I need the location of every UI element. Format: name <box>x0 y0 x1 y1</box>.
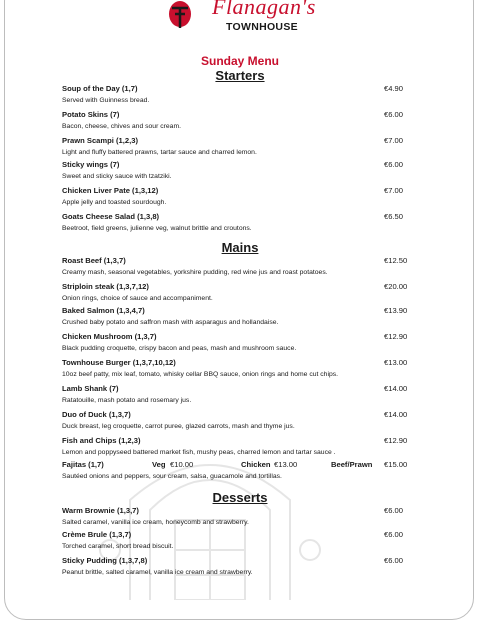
item-name: Striploin steak (1,3,7,12) <box>62 282 149 291</box>
item-price: €7.00 <box>384 136 404 145</box>
starters-heading: Starters <box>215 68 265 83</box>
item-price: €4.90 <box>384 84 404 93</box>
menu-item <box>62 212 412 234</box>
menu-item <box>62 282 412 304</box>
item-price: €12.90 <box>384 332 408 341</box>
item-description: Creamy mash, seasonal vegetables, yorkshire pudding, red wine jus and roast potatoes. <box>62 269 328 276</box>
item-description: Crushed baby potato and saffron mash with asparagus and hollandaise. <box>62 319 279 326</box>
logo <box>164 0 344 38</box>
item-description: Light and fluffy battered prawns, tartar sauce and charred lemon. <box>62 149 257 156</box>
item-description: Beetroot, field greens, julienne veg, walnut brittle and croutons. <box>62 225 252 232</box>
item-name: Warm Brownie (1,3,7) <box>62 506 139 515</box>
item-price: €6.00 <box>384 530 404 539</box>
logo-script-text: Flanagan's <box>212 0 316 19</box>
item-name: Fish and Chips (1,2,3) <box>62 436 141 445</box>
menu-item <box>62 384 412 406</box>
menu-item <box>62 530 412 552</box>
item-name: Lamb Shank (7) <box>62 384 119 393</box>
item-price: €14.00 <box>384 384 408 393</box>
fajitas-beef-label: Beef/Prawn <box>331 460 373 469</box>
item-name: Crème Brule (1,3,7) <box>62 530 132 539</box>
item-description: Onion rings, choice of sauce and accompaniment. <box>62 295 213 302</box>
fajitas-chicken-label: Chicken <box>241 460 271 469</box>
item-price: €7.00 <box>384 186 404 195</box>
mains-heading: Mains <box>221 240 259 255</box>
item-description: Peanut brittle, salted caramel, vanilla ice cream and strawberry. <box>62 569 253 576</box>
item-name: Duo of Duck (1,3,7) <box>62 410 131 419</box>
item-name: Chicken Liver Pate (1,3,12) <box>62 186 159 195</box>
item-name: Townhouse Burger (1,3,7,10,12) <box>62 358 176 367</box>
item-description: 10oz beef patty, mix leaf, tomato, whisky cellar BBQ sauce, onion rings and home cut chips. <box>62 371 339 378</box>
item-description: Bacon, cheese, chives and sour cream. <box>62 123 182 130</box>
item-price: €6.00 <box>384 160 404 169</box>
menu-item <box>62 84 412 106</box>
item-name: Fajitas (1,7) <box>62 460 104 469</box>
item-price: €6.50 <box>384 212 404 221</box>
item-price: €20.00 <box>384 282 408 291</box>
item-price: €13.00 <box>384 358 408 367</box>
item-name: Chicken Mushroom (1,3,7) <box>62 332 157 341</box>
item-name: Baked Salmon (1,3,4,7) <box>62 306 145 315</box>
item-description: Salted caramel, vanilla ice cream, honeycomb and strawberry. <box>62 519 249 526</box>
item-description: Sweet and sticky sauce with tzatziki. <box>62 173 172 180</box>
menu-item <box>62 472 412 482</box>
item-price: €13.90 <box>384 306 408 315</box>
desserts-heading: Desserts <box>212 490 268 505</box>
item-description: Black pudding croquette, crispy bacon and peas, mash and mushroom sauce. <box>62 345 297 352</box>
item-price: €6.00 <box>384 506 404 515</box>
item-price: €14.00 <box>384 410 408 419</box>
menu-item <box>62 332 412 354</box>
item-price: €6.00 <box>384 110 404 119</box>
menu-item <box>62 110 412 132</box>
menu-item <box>62 410 412 432</box>
menu-item <box>62 306 412 328</box>
item-description: Apple jelly and toasted sourdough. <box>62 199 167 206</box>
fajitas-chicken-price: €13.00 <box>274 460 298 469</box>
item-description: Duck breast, leg croquette, carrot puree, glazed carrots, mash and thyme jus. <box>62 423 295 430</box>
item-description: Served with Guinness bread. <box>62 97 150 104</box>
logo-emblem-icon <box>166 0 194 30</box>
item-description: Torched caramel, short bread biscuit. <box>62 543 174 550</box>
menu-item <box>62 358 412 380</box>
item-description: Sautéed onions and peppers, sour cream, salsa, guacamole and tortillas. <box>62 473 282 480</box>
item-price: €12.90 <box>384 436 408 445</box>
menu-item <box>62 256 412 278</box>
menu-item <box>62 186 412 208</box>
fajitas-beef-price: €15.00 <box>384 460 408 469</box>
item-name: Sticky wings (7) <box>62 160 120 169</box>
item-name: Soup of the Day (1,7) <box>62 84 138 93</box>
item-name: Goats Cheese Salad (1,3,8) <box>62 212 160 221</box>
fajitas-veg-price: €10.00 <box>170 460 194 469</box>
menu-item <box>62 436 412 458</box>
item-name: Sticky Pudding (1,3,7,8) <box>62 556 148 565</box>
fajitas-veg-label: Veg <box>152 460 166 469</box>
item-price: €12.50 <box>384 256 408 265</box>
menu-item <box>62 556 412 578</box>
item-name: Prawn Scampi (1,2,3) <box>62 136 138 145</box>
item-name: Potato Skins (7) <box>62 110 120 119</box>
menu-item <box>62 160 412 182</box>
item-price: €6.00 <box>384 556 404 565</box>
menu-item <box>62 506 412 528</box>
item-description: Lemon and poppyseed battered market fish, mushy peas, charred lemon and tartar sauce . <box>62 449 336 456</box>
logo-subtitle: TOWNHOUSE <box>226 21 298 33</box>
menu-title: Sunday Menu <box>200 54 279 68</box>
item-description: Ratatouille, mash potato and rosemary jus. <box>62 397 192 404</box>
item-name: Roast Beef (1,3,7) <box>62 256 126 265</box>
menu-item <box>62 136 412 158</box>
